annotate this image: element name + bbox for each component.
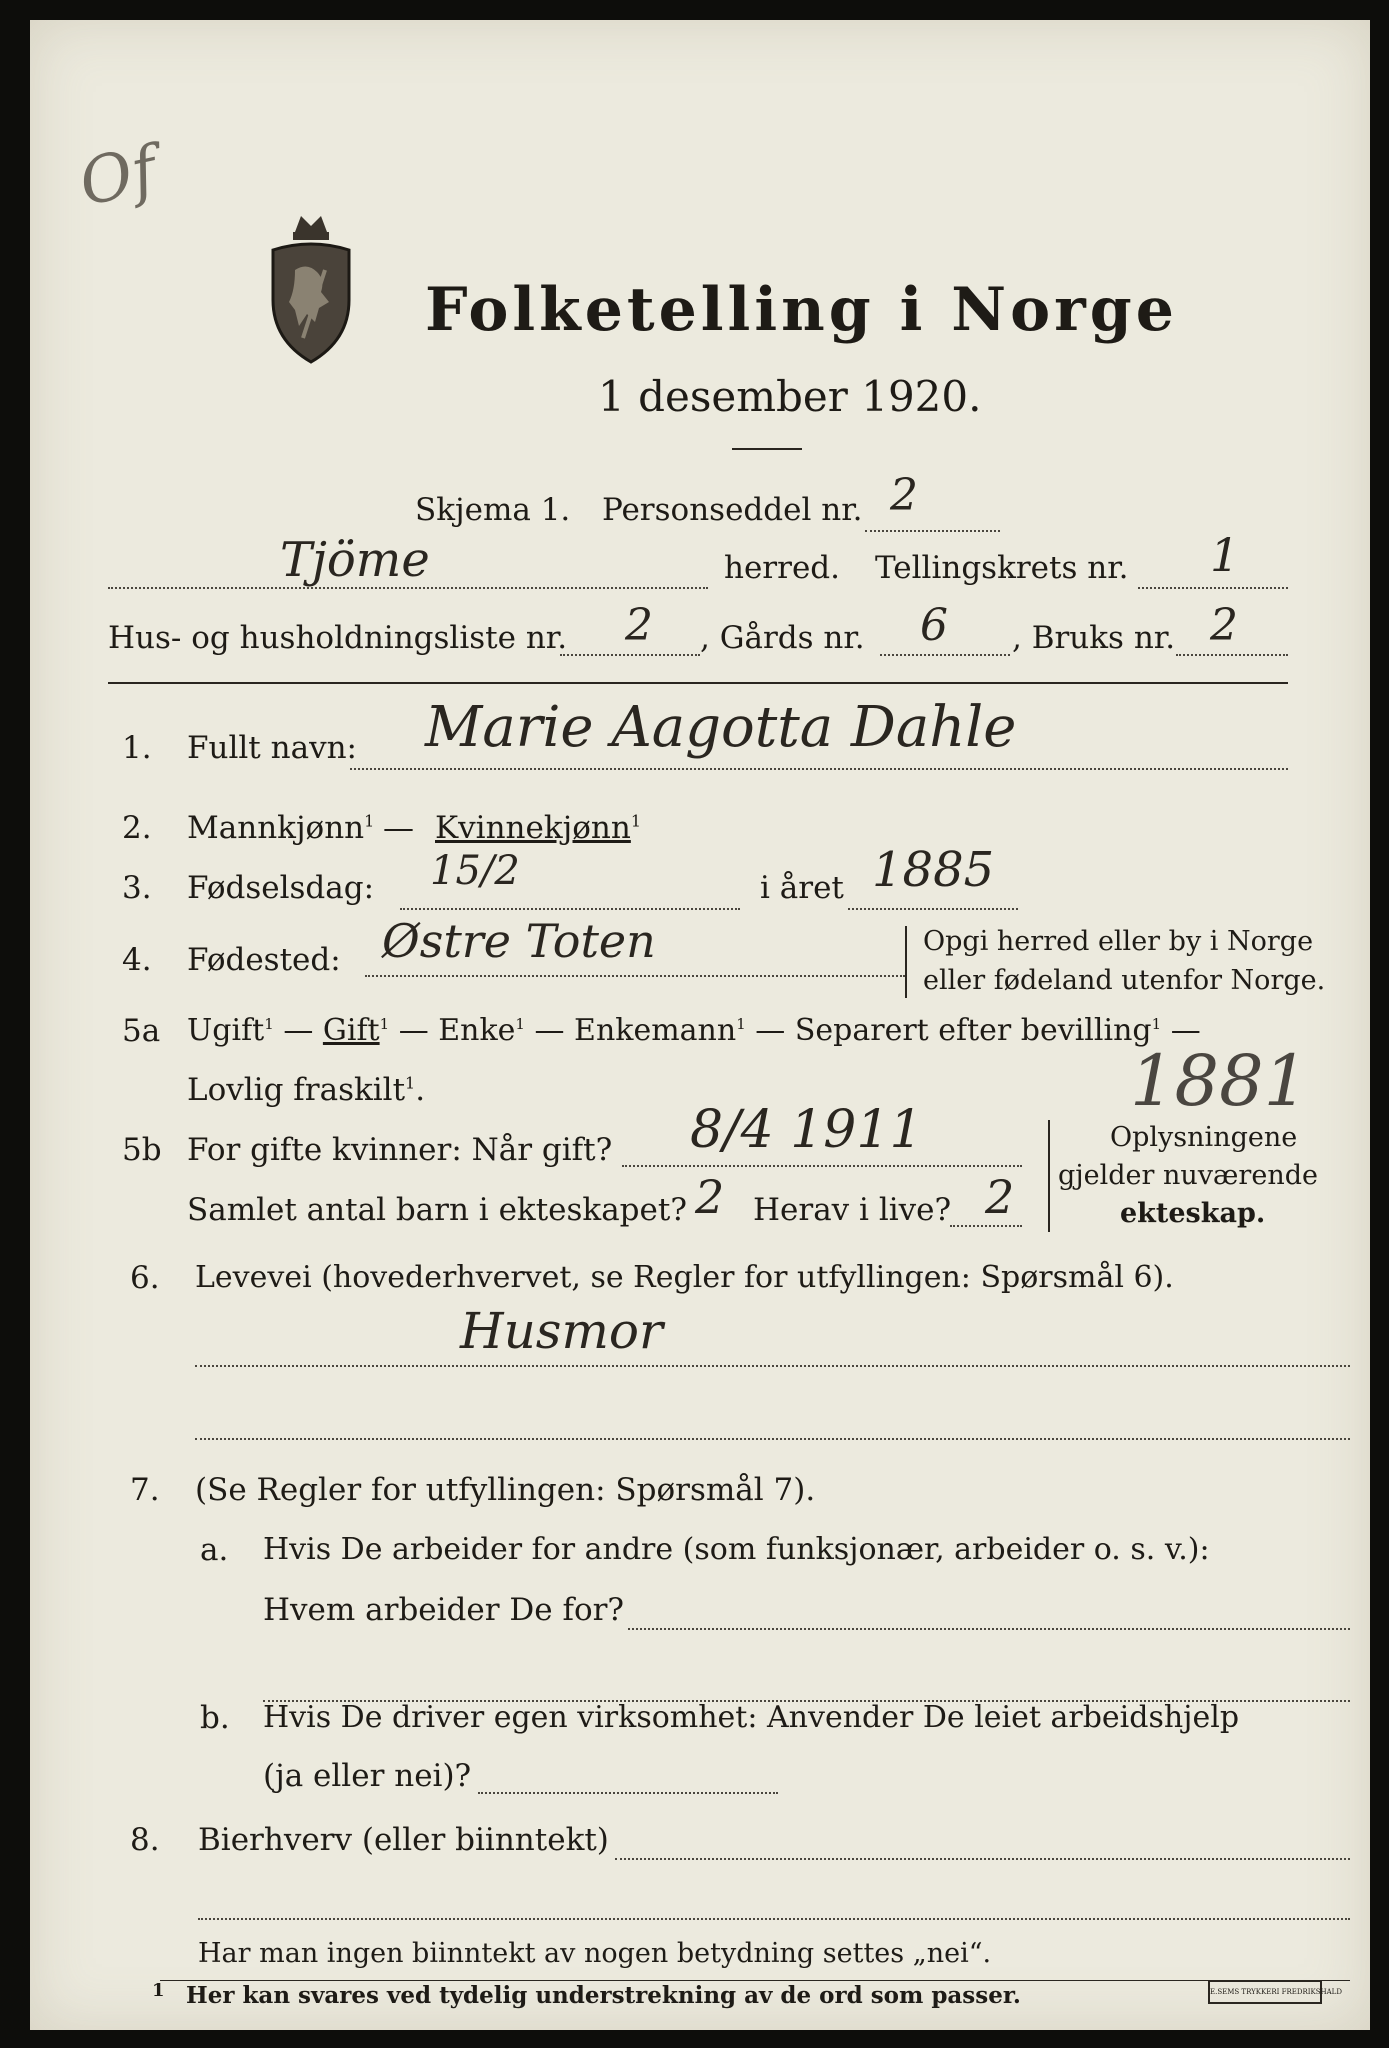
gards-label: , Gårds nr. bbox=[700, 620, 865, 656]
margin-pencil-note: Of bbox=[73, 132, 164, 222]
q2-separator: — bbox=[383, 810, 414, 846]
q7b-question: (ja eller nei)? bbox=[263, 1758, 472, 1794]
q5a-dash: — bbox=[398, 1013, 429, 1048]
form-title: Folketelling i Norge bbox=[425, 275, 1178, 345]
q3-birth-year: 1885 bbox=[872, 842, 995, 898]
schema-label: Skjema 1. bbox=[415, 492, 571, 528]
q5b-married-date: 8/4 1911 bbox=[690, 1100, 923, 1160]
q5a-gift: Gift bbox=[322, 1013, 380, 1048]
q5a-dash: — bbox=[283, 1013, 314, 1048]
tellingskrets-label: Tellingskrets nr. bbox=[875, 550, 1129, 586]
q6-label: Levevei (hovederhvervet, se Regler for utfyllingen: Spørsmål 6). bbox=[195, 1260, 1174, 1295]
q5a-separert: Separert efter bevilling bbox=[794, 1013, 1152, 1048]
bruks-label: , Bruks nr. bbox=[1012, 620, 1176, 656]
q4-note-2: eller fødeland utenfor Norge. bbox=[923, 965, 1326, 996]
q7-number: 7. bbox=[130, 1472, 160, 1508]
q5b-children-label: Samlet antal barn i ekteskapet? bbox=[187, 1192, 687, 1228]
gards-line bbox=[880, 654, 1010, 656]
q7b-letter: b. bbox=[200, 1700, 230, 1736]
q5b-line bbox=[622, 1165, 1022, 1167]
q4-line bbox=[365, 975, 905, 977]
q5b-children-value: 2 bbox=[695, 1170, 725, 1224]
q5a-dash: — bbox=[534, 1013, 565, 1048]
footnote-ref: 1 bbox=[264, 1015, 274, 1033]
q5b-brace bbox=[1048, 1120, 1050, 1232]
q5b-note-1: Oplysningene bbox=[1110, 1122, 1298, 1153]
gards-value: 6 bbox=[920, 600, 948, 651]
footnote-ref: 1 bbox=[630, 811, 642, 831]
q3-label: Fødselsdag: bbox=[187, 870, 375, 906]
q2-male-text: Mannkjønn bbox=[187, 810, 365, 846]
footer-note: Har man ingen biinntekt av nogen betydning settes „nei“. bbox=[198, 1938, 992, 1969]
q1-label: Fullt navn: bbox=[187, 730, 357, 766]
q8-line-2 bbox=[198, 1918, 1350, 1920]
q5b-alive-value: 2 bbox=[985, 1170, 1015, 1224]
q5a-ugift: Ugift bbox=[187, 1013, 265, 1048]
footnote-ref: 1 bbox=[364, 811, 375, 831]
q4-note-1: Opgi herred eller by i Norge bbox=[923, 926, 1314, 957]
tellingskrets-value: 1 bbox=[1210, 528, 1240, 582]
q2-female-text: Kvinnekjønn bbox=[435, 810, 631, 846]
q2-female bbox=[435, 810, 641, 846]
q7a-line-1 bbox=[628, 1628, 1350, 1630]
q3-number: 3. bbox=[122, 870, 152, 906]
q3-line bbox=[400, 908, 740, 910]
q6-line-2 bbox=[195, 1438, 1350, 1440]
footnote-ref: 1 bbox=[379, 1015, 390, 1033]
printer-stamp: E.SEMS TRYKKERI FREDRIKSHALD bbox=[1208, 1980, 1322, 2004]
herred-label: herred. bbox=[724, 550, 840, 586]
footnote-ref: 1 bbox=[515, 1015, 525, 1033]
q6-number: 6. bbox=[130, 1260, 160, 1296]
hus-value: 2 bbox=[625, 600, 653, 651]
q5b-number: 5b bbox=[122, 1132, 162, 1168]
personseddel-line bbox=[865, 530, 1000, 532]
q5b-note-2: gjelder nuværende bbox=[1058, 1160, 1318, 1191]
census-form bbox=[30, 20, 1370, 2030]
census-date: 1 desember 1920. bbox=[598, 372, 982, 421]
personseddel-label: Personseddel nr. bbox=[602, 492, 863, 528]
personseddel-value: 2 bbox=[890, 470, 918, 521]
q7a-question: Hvem arbeider De for? bbox=[263, 1592, 625, 1628]
q5a-enkemann: Enkemann bbox=[574, 1013, 737, 1048]
q5a-enke: Enke bbox=[438, 1013, 516, 1048]
q4-brace bbox=[905, 926, 907, 998]
q5b-alive-line bbox=[950, 1225, 1022, 1227]
q7a-text: Hvis De arbeider for andre (som funksjonær, arbeider o. s. v.): bbox=[263, 1532, 1210, 1567]
q2-male bbox=[187, 810, 374, 846]
q3-birthday: 15/2 bbox=[430, 848, 520, 894]
q5a-fraskilt: Lovlig fraskilt$^1$. bbox=[187, 1072, 426, 1108]
q5a-dash: — bbox=[755, 1013, 786, 1048]
q5b-note-3: ekteskap. bbox=[1120, 1198, 1266, 1229]
q5a-dash: — bbox=[1170, 1013, 1201, 1048]
q7-label: (Se Regler for utfyllingen: Spørsmål 7). bbox=[195, 1472, 816, 1508]
herred-line bbox=[108, 587, 708, 589]
q5b-label: For gifte kvinner: Når gift? bbox=[187, 1132, 613, 1168]
q5a-options bbox=[187, 1013, 1201, 1048]
q7b-line bbox=[478, 1792, 778, 1794]
q1-full-name: Marie Aagotta Dahle bbox=[425, 695, 1017, 760]
q6-occupation: Husmor bbox=[460, 1302, 663, 1360]
q7b-text: Hvis De driver egen virksomhet: Anvender De leiet arbeidshjelp bbox=[263, 1700, 1240, 1735]
q5b-alive-label: Herav i live? bbox=[753, 1192, 952, 1228]
q6-line-1 bbox=[195, 1365, 1350, 1367]
bruks-value: 2 bbox=[1210, 600, 1238, 651]
q4-label: Fødested: bbox=[187, 942, 341, 978]
footer-rule bbox=[160, 1980, 1350, 1981]
bruks-line bbox=[1176, 654, 1288, 656]
q4-birthplace: Østre Toten bbox=[382, 914, 656, 968]
herred-value: Tjöme bbox=[280, 532, 430, 588]
footnote-mark: 1 bbox=[152, 1980, 165, 2001]
q8-line-1 bbox=[615, 1858, 1350, 1860]
footnote-ref: 1 bbox=[736, 1015, 746, 1033]
q5b-annotation-year: 1881 bbox=[1130, 1040, 1309, 1122]
q2-number: 2. bbox=[122, 810, 152, 846]
footnote-text: Her kan svares ved tydelig understrekning av de ord som passer. bbox=[186, 1982, 1021, 2009]
coat-of-arms-emblem bbox=[255, 210, 367, 374]
q1-line bbox=[350, 768, 1288, 770]
hus-line bbox=[560, 654, 700, 656]
q8-number: 8. bbox=[130, 1822, 160, 1858]
q4-number: 4. bbox=[122, 942, 152, 978]
q5a-fraskilt-text: Lovlig fraskilt bbox=[187, 1072, 406, 1108]
hus-label: Hus- og husholdningsliste nr. bbox=[108, 620, 568, 656]
footnote-ref: 1 bbox=[1151, 1015, 1162, 1033]
footnote-ref: 1 bbox=[405, 1073, 416, 1093]
title-divider bbox=[732, 448, 802, 450]
q3-year-label: i året bbox=[760, 870, 844, 906]
q7a-letter: a. bbox=[200, 1532, 229, 1568]
header-separator bbox=[108, 682, 1288, 684]
q1-number: 1. bbox=[122, 730, 152, 766]
q3-year-line bbox=[848, 908, 1018, 910]
q8-label: Bierhverv (eller biinntekt) bbox=[198, 1822, 609, 1858]
q5a-number: 5a bbox=[122, 1013, 161, 1049]
tellingskrets-line bbox=[1138, 587, 1288, 589]
